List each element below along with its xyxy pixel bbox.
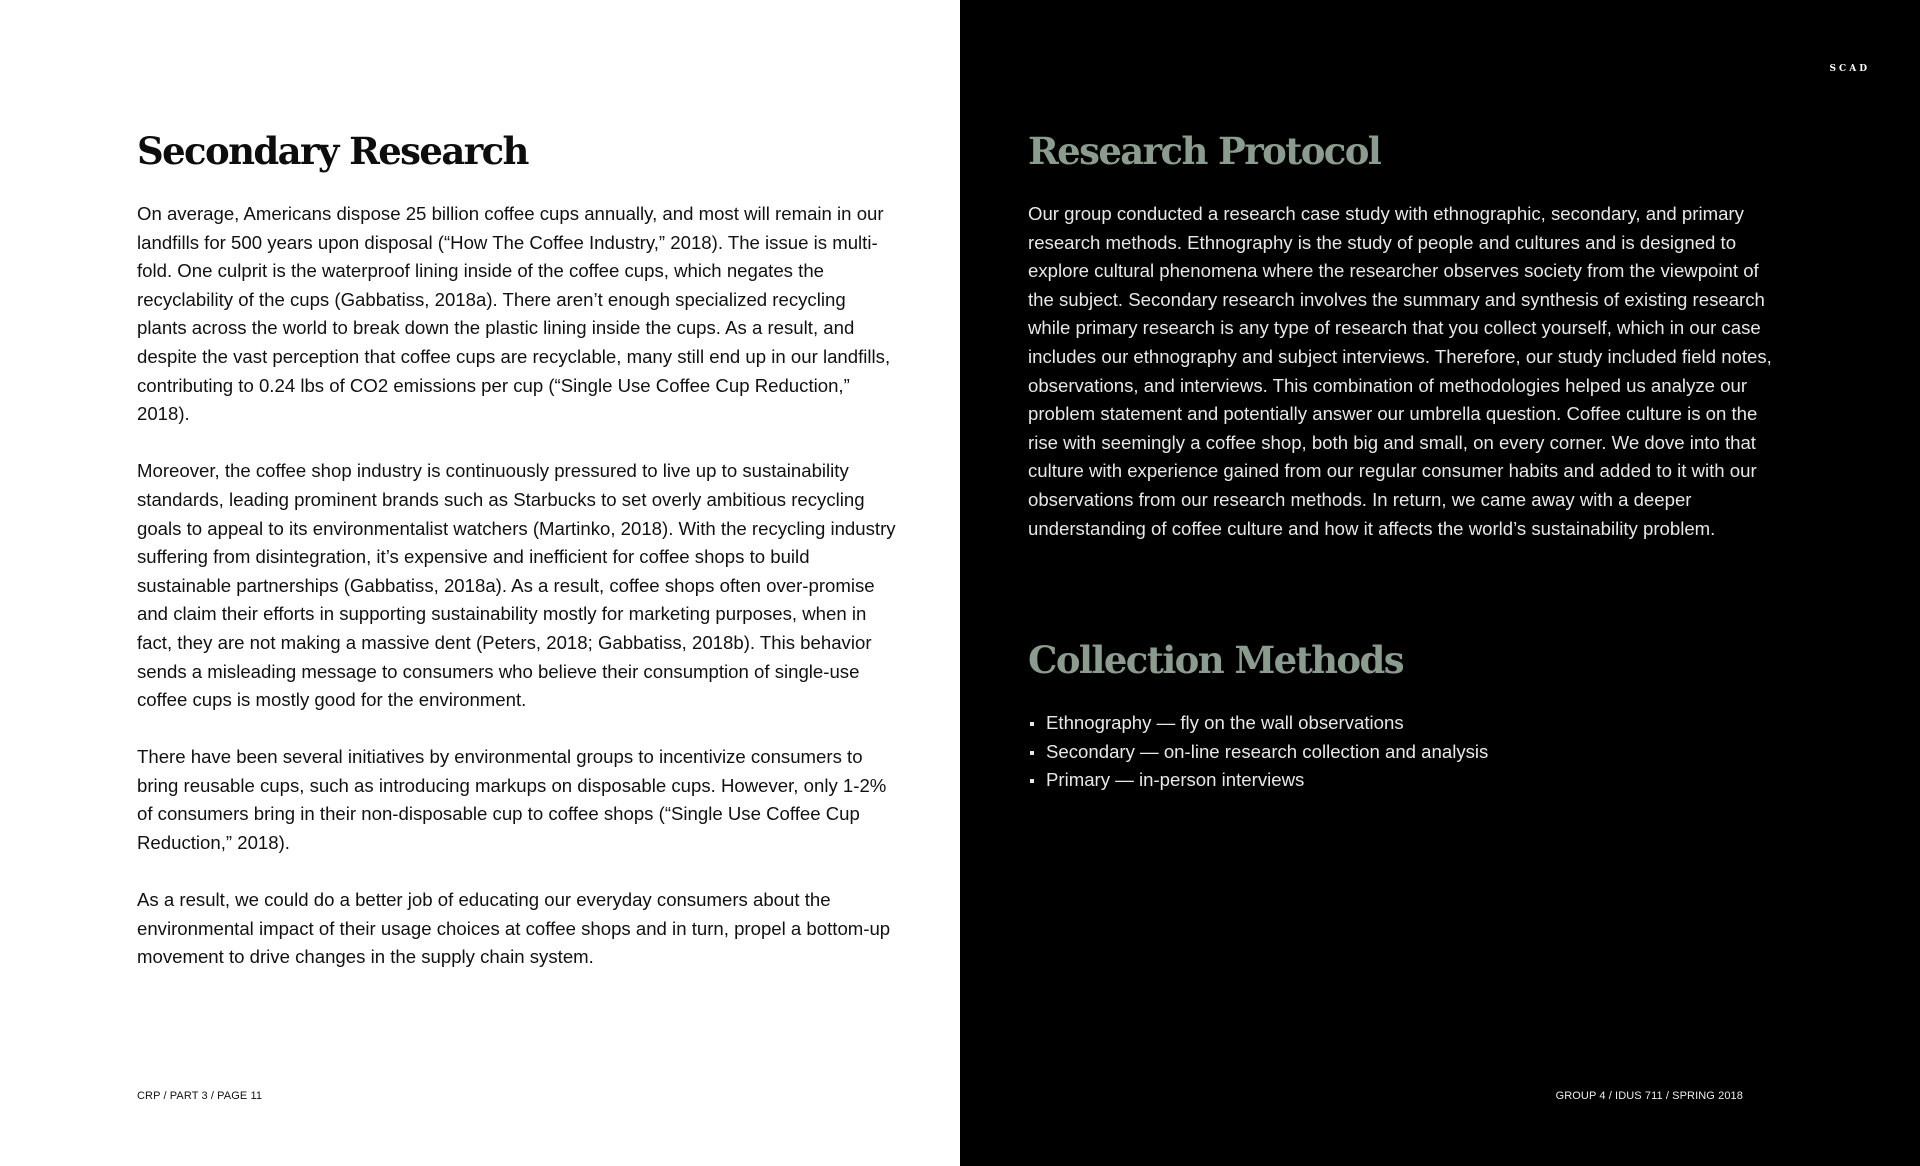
research-protocol-heading: Research Protocol (1028, 129, 1381, 173)
paragraph: There have been several initiatives by environmental groups to incentivize consumers to bring reusable cups, such as introducing markups on disposable cups. However, only 1-2% of consumers bring in their non-disposable cup to coffee shops (“Single Use Coffee Cup Reduction,” 2018). (137, 746, 887, 854)
paragraph: Moreover, the coffee shop industry is continuously pressured to live up to sustainability standards, leading prominent brands such as Starbucks to set overly ambitious recycling goals to appeal to its environmentalist watchers (Martinko, 2018). With the recycling industry suffering from disintegration, it’s expensive and inefficient for coffee shops to build sustainable partnerships (Gabbatiss, 2018a). As a result, coffee shops often over-promise and claim their efforts in supporting sustainability mostly for marketing purposes, when in fact, they are not making a massive dent (Peters, 2018; Gabbatiss, 2018b). This behavior sends a misleading message to consumers who believe their consumption of single-use coffee cups is mostly good for the environment. (137, 460, 896, 711)
collection-methods-heading: Collection Methods (1028, 638, 1403, 682)
paragraph: As a result, we could do a better job of educating our everyday consumers about the environmental impact of their usage choices at coffee shops and in turn, propel a bottom-up movement to drive changes in the supply chain system. (137, 889, 891, 968)
list-item: Ethnography — fly on the wall observations (1028, 709, 1488, 738)
research-protocol-body (1028, 200, 1788, 543)
list-item: Primary — in-person interviews (1028, 766, 1488, 795)
paragraph: On average, Americans dispose 25 billion coffee cups annually, and most will remain in our landfills for 500 years upon disposal (“How The Coffee Industry,” 2018). The issue is multi-fold. One culprit is the waterproof lining inside of the coffee cups, which negates the recyclability of the cups (Gabbatiss, 2018a). There aren’t enough specialized recycling plants across the world to break down the plastic lining inside the cups. As a result, and despite the vast perception that coffee cups are recyclable, many still end up in our landfills, contributing to 0.24 lbs of CO2 emissions per cup (“Single Use Coffee Cup Reduction,” 2018). (137, 203, 891, 425)
paragraph: Our group conducted a research case study with ethnographic, secondary, and primary research methods. Ethnography is the study of people and cultures and is designed to explore cultural phenomena where the researcher observes society from the viewpoint of the subject. Secondary research involves the summary and synthesis of existing research while primary research is any type of research that you collect yourself, which in our case includes our ethnography and subject interviews. Therefore, our study included field notes, observations, and interviews. This combination of methodologies helped us analyze our problem statement and potentially answer our umbrella question. Coffee culture is on the rise with seemingly a coffee shop, both big and small, on every corner. We dove into that culture with experience gained from our regular consumer habits and added to it with our observations from our research methods. In return, we came away with a deeper understanding of coffee culture and how it affects the world’s sustainability problem. (1028, 203, 1772, 539)
page-footer-left: CRP / PART 3 / PAGE 11 (137, 1090, 263, 1102)
collection-methods-list (1028, 709, 1488, 795)
scad-logo: SCAD (1829, 64, 1870, 74)
secondary-research-body (137, 200, 897, 972)
page-footer-right: GROUP 4 / IDUS 711 / SPRING 2018 (1555, 1090, 1743, 1102)
right-page (960, 0, 1920, 1166)
list-item: Secondary — on-line research collection and analysis (1028, 738, 1488, 767)
secondary-research-heading: Secondary Research (137, 129, 528, 173)
